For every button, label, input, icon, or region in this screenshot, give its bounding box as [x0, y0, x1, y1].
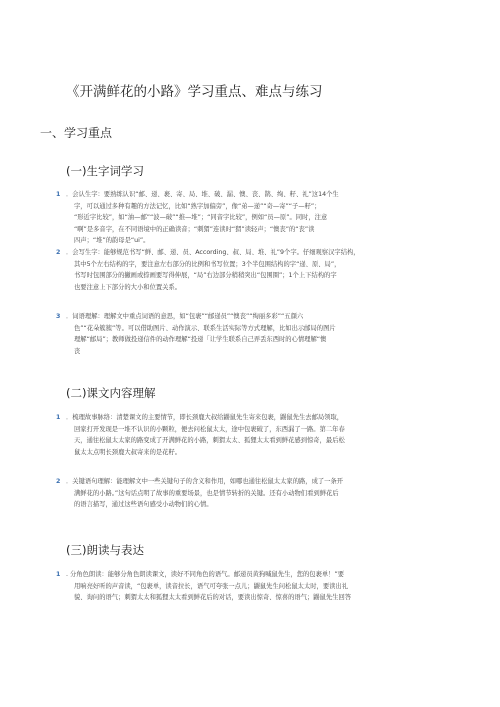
item-text-line: . 分角色朗读：能够分角色朗读课文，读好不同角色的语气。邮递员黄狗喊鼠先生，您的包裹单！”要	[66, 571, 345, 578]
item-text-line: ．词语理解：理解文中重点词语的意思，如“包裹”“邮递员”“懊丧”“绚丽多彩”“五颜六	[66, 313, 304, 320]
item-text-line: ．关键语句理解：能理解文中一些关键句子的含义和作用，如哪也通往松鼠太太家的路，成了一条开	[66, 478, 344, 485]
item-number: 1	[56, 191, 61, 198]
list-item	[56, 476, 466, 511]
list-item	[56, 412, 466, 458]
item-text-line: 色”“花朵簇簇”等。可以借助图片、动作演示、联系生活实际等方式理解，比如出示邮局的图片	[74, 324, 336, 332]
item-number: 2	[56, 478, 61, 485]
item-number: 2	[56, 249, 61, 256]
item-text-line: ．会写生字：能够规范书写“鲜、邮、递、员、According、叔、局、堆、礼”9个字。仔细观察汉字结构，	[66, 249, 360, 256]
list-item	[56, 247, 466, 293]
list-item	[56, 189, 466, 247]
item-text-line: 满鲜花的小路。”这句话点明了故事的重要场景，也是情节转折的关键。还有小动物们看到鲜花后	[74, 489, 339, 497]
item-text-line: 鼠太太点明长颈鹿大叔寄来的是花籽。	[74, 448, 182, 456]
item-text-line: 书写时包围部分的撇画或捺画要写得伸展，“局”右边部分稍稍突出“包围圈”；1个上下结构的字	[74, 272, 337, 280]
item-text-line: 也要注意上下部分的大小和位置关系。	[74, 283, 182, 291]
item-text-line: 理解“邮局”；教师做投递信件的动作理解“投递「让学生联系自己弄丢东西时的心情理解“懊	[74, 336, 327, 344]
item-text-line: 的语言描写，通过这些语句感受小动物们的心情。	[74, 501, 213, 509]
item-text-line: 用响亮好听的声音读，“包裹单，读音拉长，语气可夸张一点儿；鼹鼠先生问松鼠太太时，要读出礼	[74, 582, 349, 590]
item-number: 1	[56, 414, 61, 421]
item-text-line: 字，可以通过多种有趣的方法记忆，比如“熟字加偏旁”，像“弟—递”“奇—寄”“子—籽”；	[74, 202, 321, 210]
item-text-line: 回家打开发现是一堆不认识的小颗粒，便去问松鼠太太，途中包裹破了，东西漏了一路。第二年春	[74, 425, 345, 433]
list-item	[56, 311, 466, 357]
item-text-line: ．梳理故事脉络：清楚课文的主要情节，即长颈鹿大叔给鼹鼠先生寄来包裹，鼹鼠先生去邮局领取，	[66, 414, 344, 421]
list-item	[56, 569, 466, 604]
item-text-line: ．会认生字：要熟练认识“邮、递、裹、寄、局、堆、破、漏、懊、丧、鹊、绚、籽、礼”这14个生	[66, 191, 339, 198]
item-text-line: 丧	[74, 347, 81, 355]
item-number: 1	[56, 571, 61, 578]
subsection-heading: (一)生字词学习	[66, 164, 144, 178]
item-text-line: 四声；“堆”的韵母是“ui”。	[74, 237, 150, 245]
item-text-line: “啊”是多音字，在不同语境中的正确读音；“刺猬”连读时“猬”读轻声；“懊丧”的“丧”读	[74, 225, 315, 233]
subsection-heading: (三)朗读与表达	[66, 543, 144, 557]
item-text-line: 天，通往松鼠太太家的路变成了开满鲜花的小路，刺猬太太、狐狸太太看到鲜花感到惊奇，最后松	[74, 437, 345, 445]
item-text-line: 貌、询问的语气；刺猬太太和狐狸太太看到鲜花后的对话，要读出惊奇、惊喜的语气；鼹鼠先生回答	[74, 594, 352, 602]
subsection-heading: (二)课文内容理解	[66, 386, 156, 400]
document-title: 《开满鲜花的小路》学习重点、难点与练习	[66, 84, 323, 100]
item-text-line: 其中5个左右结构的字，要注意左右部分的比例和书写位置；3个半包围结构的字“递、原、局”，	[74, 260, 341, 268]
item-number: 3	[56, 313, 61, 320]
item-text-line: “形近字比较”，如“油—邮”“波—破”“推—堆”；“同音字比较”，例如“员—原”。同时，注意	[74, 214, 328, 222]
section-heading: 一、学习重点	[40, 126, 113, 140]
